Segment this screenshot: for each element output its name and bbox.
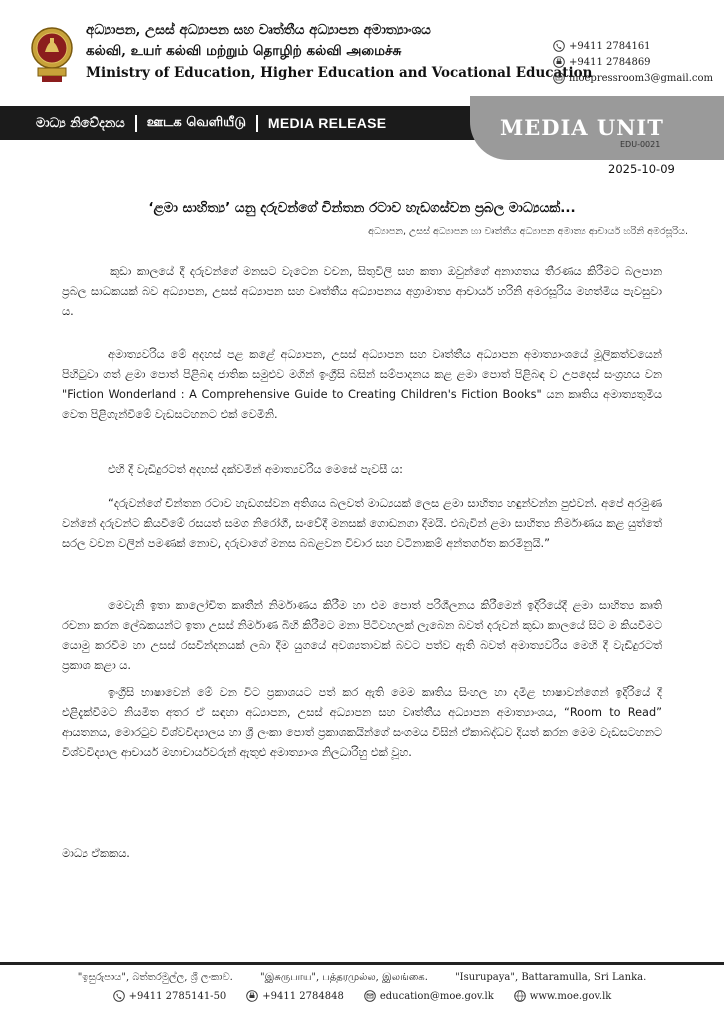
- article-paragraph-3: එහි දී වැඩිදුරටත් අදහස් දක්වමින් අමාත්‍යවරිය මෙසේ පැවසී ය:: [108, 463, 403, 476]
- footer-phone-1: +9411 2785141-50: [128, 990, 227, 1002]
- article-quote: “දරුවන්ගේ චින්තන රටාව හැඩගස්වන අතිශය බලවත් මාධ්‍යයක් ලෙස ළමා සාහිත්‍ය හඳුන්වන්න පුළුවන්. අපේ අරමුණ වන්නේ දරුවන්ට කියවීමේ රසයත් සමග නිරෝගී, සංවේදී මනසක් ගොඩනගා දීමයි. එබැවින් ළමා සාහිත්‍ය නිර්මාණය කළ යුත්තේ සරල වචන වලින් පමණක් නොව, දරුවාගේ මනස බබළවන විචාර සහ වටිනාකම් අන්තර්ගත කරමිනුයි.”: [62, 497, 662, 550]
- footer-contacts: [0, 990, 724, 1002]
- footer-divider: [0, 962, 724, 965]
- article-paragraph-5: මෙවැනි ඉතා කාලෝචිත කෘතීන් නිර්මාණය කිරීම හා එම පොත් පරිශීලනය කිරීමෙන් ඉදිරියේදී ළමා සාහිත්‍ය කෘති රචනා කරන ලේඛකයන්ට ඉතා උසස් නිර්මාණ බිහි කිරීමට මනා පිටිවහලක් ලැබෙන බවත් දරුවන් කුඩා කාලයේ සිට ම කියවීමට යොමු කරවීම හා උසස් රසවින්දනයක් ලබා දීම යුගයේ අවශ්‍යතාවක් බවට පත්ව ඇති බවත් අමාත්‍යවරිය මෙහි දී වැඩිදුරටත් ප්‍රකාශ කළා ය.: [62, 599, 662, 672]
- banner-label-english: MEDIA RELEASE: [267, 115, 387, 131]
- banner-labels: [36, 113, 386, 133]
- footer-address-english: "Isurupaya", Battaramulla, Sri Lanka.: [455, 972, 647, 983]
- ministry-name-tamil: கல்வி, உயர் கல்வி மற்றும் தொழிற் கல்வி அமைச்சு: [86, 43, 402, 59]
- national-emblem-icon: [30, 24, 74, 86]
- footer-email[interactable]: education@moe.gov.lk: [379, 990, 494, 1002]
- banner-label-tamil: ஊடக வெளியீடு: [146, 115, 246, 130]
- email-icon: [364, 990, 376, 1002]
- article-paragraph-2: අමාත්‍යවරිය මේ අදහස් පළ කළේ අධ්‍යාපන, උසස් අධ්‍යාපන සහ වෘත්තීය අධ්‍යාපන අමාත්‍යාංශයේ මූලිකත්වයෙන් පිහිටුවා ගත් ළමා පොත් පිළිබඳ ජාතික සමුළුව මගින් ඉංග්‍රීසි බසින් සම්පාදනය කළ ළමා පොත් පිළිබඳ ව උපදෙස් සංග්‍රහය වන "Fiction Wonderland : A Comprehensive Guide to Creating Children's Fiction Books" යන කෘතිය අමාත්‍යතුමිය වෙත පිළිගැන්වීමේ වැඩසටහනට එක් වෙමිනි.: [62, 348, 662, 421]
- article-paragraph-1: කුඩා කාලයේ දී දරුවන්ගේ මනසට වැටෙන වචන, සිතුවිලි සහ කතා ඔවුන්ගේ අනාගතය තීරණය කිරීමට බලපාන ප්‍රබල සාධකයක් බව අධ්‍යාපන, උසස් අධ්‍යාපන සහ වෘත්තීය අධ්‍යාපනය අග්‍රාමාත්‍ය ආචාර්ය හරිනි අමරසූරිය මහත්මිය පැවසුවා ය.: [62, 265, 662, 318]
- header-phone-2: +9411 2784869: [569, 56, 651, 68]
- banner-label-sinhala: මාධ්‍ය නිවේදනය: [36, 115, 125, 131]
- ministry-title: [86, 20, 593, 84]
- printer-icon: [246, 990, 258, 1002]
- banner-divider: [256, 115, 258, 132]
- article-byline: අධ්‍යාපන, උසස් අධ්‍යාපන හා වෘත්තීය අධ්‍යාපන අමාත්‍ය ආචාර්ය හරිනි අමරසූරිය.: [368, 226, 688, 237]
- footer-address-tamil: "இசுருபாய", பத்தரமுல்ல, இலங்கை.: [260, 972, 428, 983]
- article-headline: ‘ළමා සාහිත්‍ය’ යනු දරුවන්ගේ චින්තන රටාව හැඩගස්වන ප්‍රබල මාධ්‍යයක්...: [148, 200, 576, 216]
- footer-address-sinhala: "ඉසුරුපාය", බත්තරමුල්ල, ශ්‍රී ලංකාව.: [77, 972, 233, 983]
- phone-icon: [553, 40, 565, 52]
- header-contacts: [553, 38, 713, 86]
- footer-website[interactable]: www.moe.gov.lk: [529, 990, 612, 1002]
- ministry-name-sinhala: අධ්‍යාපන, උසස් අධ්‍යාපන සහ වෘත්තීය අධ්‍යාපන අමාත්‍යාංශය: [86, 22, 431, 38]
- ministry-name-english: Ministry of Education, Higher Education and Vocational Education: [86, 65, 593, 81]
- globe-icon: [514, 990, 526, 1002]
- release-date: 2025-10-09: [608, 162, 675, 176]
- banner-divider: [135, 115, 137, 132]
- document-code: EDU-0021: [620, 140, 661, 149]
- phone-icon: [113, 990, 125, 1002]
- email-icon: [553, 72, 565, 84]
- article-paragraph-6: ඉංග්‍රීසි භාෂාවෙන් මේ වන විට ප්‍රකාශයට පත් කර ඇති මෙම කෘතිය සිංහල හා දමිළ භාෂාවන්ගෙන් ඉදිරියේ දී එළිදැක්වීමට නියමිත අතර ඒ සඳහා අධ්‍යාපන, උසස් අධ්‍යාපන සහ වෘත්තීය අධ්‍යාපන අමාත්‍යාංශය, “Room to Read” ආයතනය, මොරටුව විශ්වවිද්‍යාලය හා ශ්‍රී ලංකා පොත් ප්‍රකාශකයින්ගේ සංගමය විසින් ඒකාබද්ධව දියත් කරන මෙම වැඩසටහනට විශ්වවිද්‍යාල ආචාර්ය මහාචාර්යවරුන් ඇතුළු අමාත්‍යාංශ නිලධාරිහු එක් වූහ.: [62, 686, 662, 759]
- media-unit-label: MEDIA UNIT: [500, 115, 664, 140]
- footer-address: [0, 972, 724, 984]
- header-phone-1: +9411 2784161: [569, 40, 651, 52]
- footer-phone-2: +9411 2784848: [262, 990, 344, 1002]
- header-email[interactable]: moepressroom3@gmail.com: [569, 72, 713, 84]
- printer-icon: [553, 56, 565, 68]
- article-sign-off: මාධ්‍ය ඒකකය.: [62, 847, 130, 860]
